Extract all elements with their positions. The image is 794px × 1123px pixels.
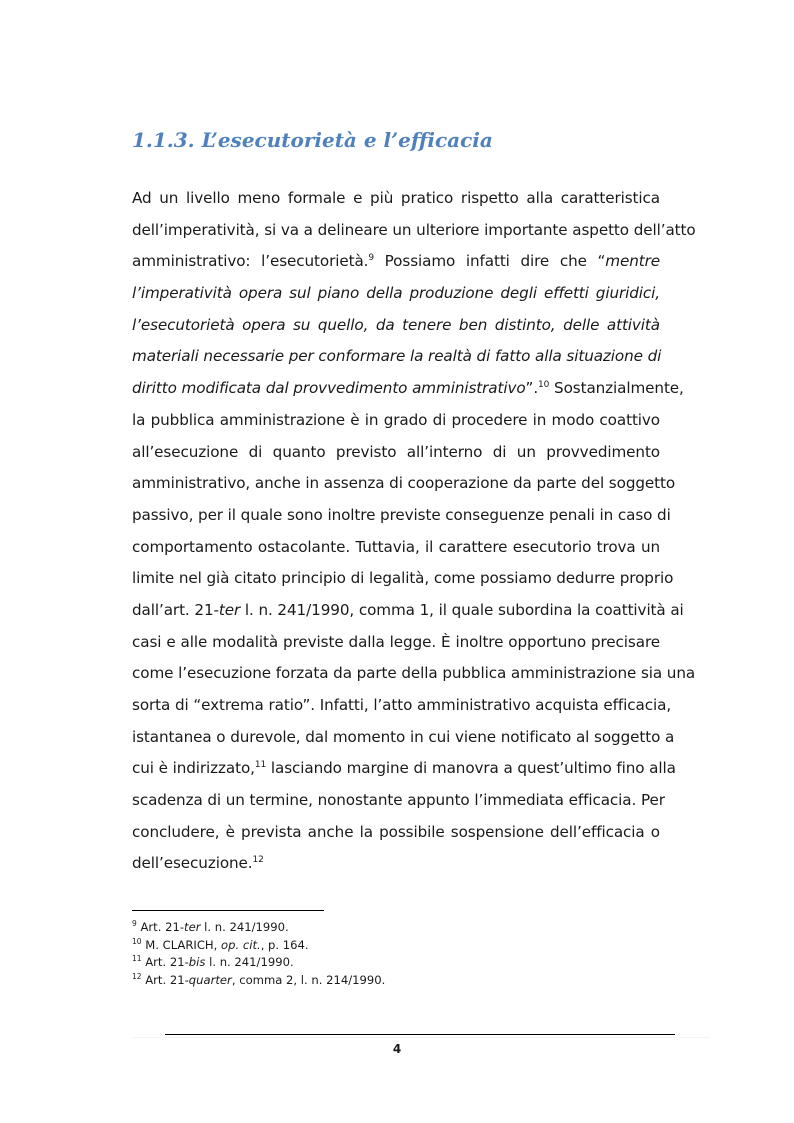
text-line: come l’esecuzione forzata da parte della pubblica amministrazione sia una xyxy=(132,664,696,683)
footnote-ref-9[interactable]: 9 xyxy=(368,253,375,264)
footnote-12: $^{12}$ Art. 21-quarter, comma 2, l. n. 214/1990. xyxy=(132,971,386,987)
footnotes xyxy=(132,919,385,989)
text-line: casi e alle modalità previste dalla legge. È inoltre opportuno precisare xyxy=(132,632,660,651)
footnote-9: $^9$ Art. 21-ter l. n. 241/1990. xyxy=(132,919,289,934)
text-line: l’esecutorietà opera su quello, da tenere ben distinto, delle attività xyxy=(132,315,660,334)
text-line: Ad un livello meno formale e più pratico rispetto alla caratteristica xyxy=(132,189,660,207)
footnote-ref-11[interactable]: 11 xyxy=(254,760,267,771)
text-line: concludere, è prevista anche la possibile sospensione dell’efficacia o xyxy=(132,822,660,841)
text-line: istantanea o durevole, dal momento in cui viene notificato al soggetto a xyxy=(132,727,675,746)
text-line: la pubblica amministrazione è in grado di procedere in modo coattivo xyxy=(132,410,660,429)
text-line: sorta di “extrema ratio”. Infatti, l’atto amministrativo acquista efficacia, xyxy=(132,696,672,714)
text-line: l’imperatività opera sul piano della produzione degli effetti giuridici, xyxy=(132,284,660,303)
text-line: dall’art. 21-ter l. n. 241/1990, comma 1, il quale subordina la coattività ai xyxy=(132,600,684,619)
text-line: limite nel già citato principio di legalità, come possiamo dedurre proprio xyxy=(132,569,674,588)
text-line: all’esecuzione di quanto previsto all’interno di un provvedimento xyxy=(132,442,660,461)
text-line: dell’esecuzione.$^{12}$ xyxy=(132,854,264,873)
footer-rule-shadow xyxy=(132,1037,710,1038)
footnote-ref-10[interactable]: 10 xyxy=(538,380,550,391)
text-line: cui è indirizzato,$^{11}$ lasciando margine di manovra a quest’ultimo fino alla xyxy=(132,759,676,778)
footnote-separator xyxy=(132,910,324,911)
text-line: scadenza di un termine, nonostante appunto l’immediata efficacia. Per xyxy=(132,791,665,810)
text-line: amministrativo: l’esecutorietà.$^9$ Possiamo infatti dire che “mentre xyxy=(132,252,660,271)
text-line: comportamento ostacolante. Tuttavia, il carattere esecutorio trova un xyxy=(132,537,660,556)
section-heading: 1.1.3. L’esecutorietà e l’efficacia xyxy=(132,128,493,152)
text-line: diritto modificata dal provvedimento amministrativo”.$^{10}$ Sostanzialmente, xyxy=(132,379,684,398)
text-line: amministrativo, anche in assenza di cooperazione da parte del soggetto xyxy=(132,474,676,493)
footnote-11: $^{11}$ Art. 21-bis l. n. 241/1990. xyxy=(132,954,294,969)
body-paragraph xyxy=(132,183,696,880)
page-number: 4 xyxy=(392,1042,402,1056)
footnote-10: $^{10}$ M. CLARICH, op. cit., p. 164. xyxy=(132,936,309,952)
text-line: dell’imperatività, si va a delineare un ulteriore importante aspetto dell’atto xyxy=(132,220,696,239)
text-line: passivo, per il quale sono inoltre previste conseguenze penali in caso di xyxy=(132,505,671,524)
footer-rule xyxy=(165,1034,675,1035)
footnote-ref-12[interactable]: 12 xyxy=(252,855,264,866)
text-line: materiali necessarie per conformare la realtà di fatto alla situazione di xyxy=(132,347,662,366)
